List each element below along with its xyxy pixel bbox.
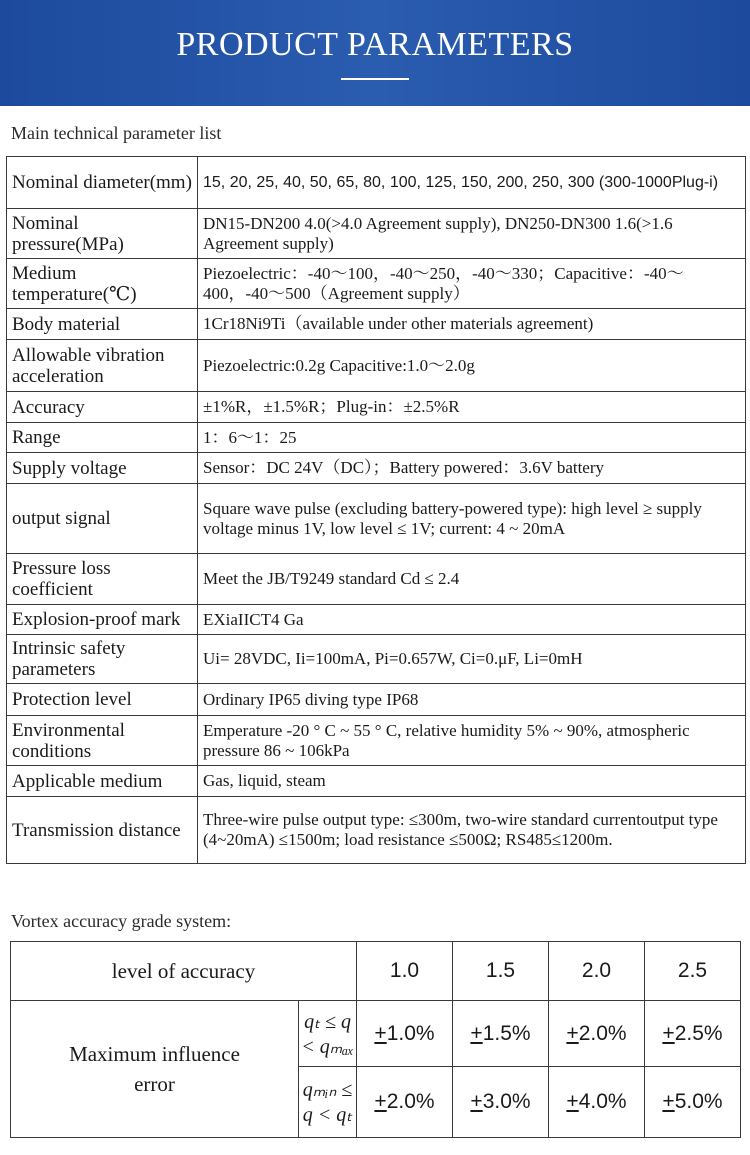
parameter-value: 1：6～1：25 bbox=[198, 423, 746, 453]
parameter-row bbox=[7, 340, 746, 392]
error-value bbox=[453, 1067, 549, 1138]
parameter-value: ±1%R，±1.5%R；Plug-in：±2.5%R bbox=[198, 392, 746, 423]
header-banner bbox=[0, 0, 750, 106]
parameter-row bbox=[7, 484, 746, 554]
error-value bbox=[357, 1067, 453, 1138]
parameter-value: Square wave pulse (excluding battery-powered type): high level ≥ supply voltage minus 1V, low level ≤ 1V; current: 4 ~ 20mA bbox=[198, 484, 746, 554]
grade-header-label: level of accuracy bbox=[11, 942, 357, 1001]
error-number: 3.0% bbox=[482, 1090, 531, 1113]
plus-minus-sign: + bbox=[662, 1090, 675, 1113]
parameter-name: Range bbox=[7, 423, 198, 453]
plus-minus-sign: + bbox=[662, 1021, 675, 1045]
parameter-value: EXiaIICT4 Ga bbox=[198, 605, 746, 635]
parameter-value: Ui= 28VDC, Ii=100mA, Pi=0.657W, Ci=0.μF, Li=0mH bbox=[198, 635, 746, 684]
parameter-name: Applicable medium bbox=[7, 766, 198, 797]
error-number: 1.0% bbox=[386, 1021, 435, 1045]
parameter-name: Intrinsic safety parameters bbox=[7, 635, 198, 684]
error-number: 1.5% bbox=[482, 1021, 531, 1045]
title-underline bbox=[341, 78, 409, 80]
parameter-name: Accuracy bbox=[7, 392, 198, 423]
parameter-row bbox=[7, 157, 746, 209]
parameter-row bbox=[7, 766, 746, 797]
parameter-row bbox=[7, 423, 746, 453]
parameter-value: Gas, liquid, steam bbox=[198, 766, 746, 797]
parameter-name: Transmission distance bbox=[7, 797, 198, 864]
error-number: 5.0% bbox=[674, 1090, 723, 1113]
parameter-name: Body material bbox=[7, 309, 198, 340]
flow-condition: qₜ ≤ q < qₘₐₓ bbox=[299, 1001, 357, 1067]
parameter-name: Allowable vibration acceleration bbox=[7, 340, 198, 392]
params-section-label: Main technical parameter list bbox=[11, 123, 222, 143]
error-value bbox=[645, 1067, 741, 1138]
error-value bbox=[645, 1001, 741, 1067]
parameter-row bbox=[7, 635, 746, 684]
parameter-table bbox=[6, 156, 746, 864]
error-value bbox=[549, 1067, 645, 1138]
parameter-name: Environmental conditions bbox=[7, 716, 198, 766]
grade-header-row bbox=[11, 942, 741, 1001]
parameter-row bbox=[7, 209, 746, 259]
parameter-value: Ordinary IP65 diving type IP68 bbox=[198, 684, 746, 716]
parameter-row bbox=[7, 453, 746, 484]
parameter-row bbox=[7, 392, 746, 423]
plus-minus-sign: + bbox=[566, 1021, 579, 1045]
parameter-row bbox=[7, 309, 746, 340]
parameter-name: Nominal pressure(MPa) bbox=[7, 209, 198, 259]
parameter-value: Piezoelectric：-40～100，-40～250，-40～330；Capacitive：-40～400，-40～500（Agreement supply） bbox=[198, 259, 746, 309]
grade-row bbox=[11, 1001, 741, 1067]
parameter-row bbox=[7, 684, 746, 716]
parameter-value: Emperature -20 ° C ~ 55 ° C, relative humidity 5% ~ 90%, atmospheric pressure 86 ~ 106kPa bbox=[198, 716, 746, 766]
parameter-name: Protection level bbox=[7, 684, 198, 716]
parameter-value: Three-wire pulse output type: ≤300m, two-wire standard currentoutput type (4~20mA) ≤1500m; load resistance ≤500Ω; RS485≤1200m. bbox=[198, 797, 746, 864]
grade-section-label: Vortex accuracy grade system: bbox=[11, 911, 232, 931]
parameter-value: Meet the JB/T9249 standard Cd ≤ 2.4 bbox=[198, 554, 746, 605]
parameter-value: 15, 20, 25, 40, 50, 65, 80, 100, 125, 150, 200, 250, 300 (300-1000Plug-i) bbox=[198, 157, 746, 209]
grade-header-cell: 1.0 bbox=[357, 942, 453, 1001]
row-group-label: Maximum influence error bbox=[11, 1001, 299, 1138]
error-value bbox=[453, 1001, 549, 1067]
grade-header-cell: 2.0 bbox=[549, 942, 645, 1001]
plus-minus-sign: + bbox=[470, 1021, 483, 1045]
grade-header-cell: 2.5 bbox=[645, 942, 741, 1001]
parameter-name: Medium temperature(℃) bbox=[7, 259, 198, 309]
parameter-name: Nominal diameter(mm) bbox=[7, 157, 198, 209]
parameter-row bbox=[7, 716, 746, 766]
error-value bbox=[549, 1001, 645, 1067]
error-value bbox=[357, 1001, 453, 1067]
parameter-value: 1Cr18Ni9Ti（available under other materials agreement) bbox=[198, 309, 746, 340]
parameter-value: Piezoelectric:0.2g Capacitive:1.0～2.0g bbox=[198, 340, 746, 392]
parameter-name: output signal bbox=[7, 484, 198, 554]
parameter-value: Sensor：DC 24V（DC）；Battery powered：3.6V battery bbox=[198, 453, 746, 484]
error-number: 2.0% bbox=[386, 1090, 435, 1113]
flow-condition: qₘᵢₙ ≤ q < qₜ bbox=[299, 1067, 357, 1138]
error-number: 2.5% bbox=[674, 1021, 723, 1045]
error-number: 4.0% bbox=[578, 1090, 627, 1113]
accuracy-grade-table bbox=[10, 941, 741, 1138]
grade-header-cell: 1.5 bbox=[453, 942, 549, 1001]
plus-minus-sign: + bbox=[374, 1021, 387, 1045]
parameter-row bbox=[7, 797, 746, 864]
plus-minus-sign: + bbox=[374, 1090, 387, 1113]
parameter-name: Supply voltage bbox=[7, 453, 198, 484]
error-number: 2.0% bbox=[578, 1021, 627, 1045]
parameter-row bbox=[7, 605, 746, 635]
page-title: PRODUCT PARAMETERS bbox=[176, 26, 574, 63]
parameter-row bbox=[7, 259, 746, 309]
plus-minus-sign: + bbox=[566, 1090, 579, 1113]
parameter-name: Explosion-proof mark bbox=[7, 605, 198, 635]
parameter-name: Pressure loss coefficient bbox=[7, 554, 198, 605]
parameter-value: DN15-DN200 4.0(>4.0 Agreement supply), DN250-DN300 1.6(>1.6 Agreement supply) bbox=[198, 209, 746, 259]
plus-minus-sign: + bbox=[470, 1090, 483, 1113]
parameter-row bbox=[7, 554, 746, 605]
